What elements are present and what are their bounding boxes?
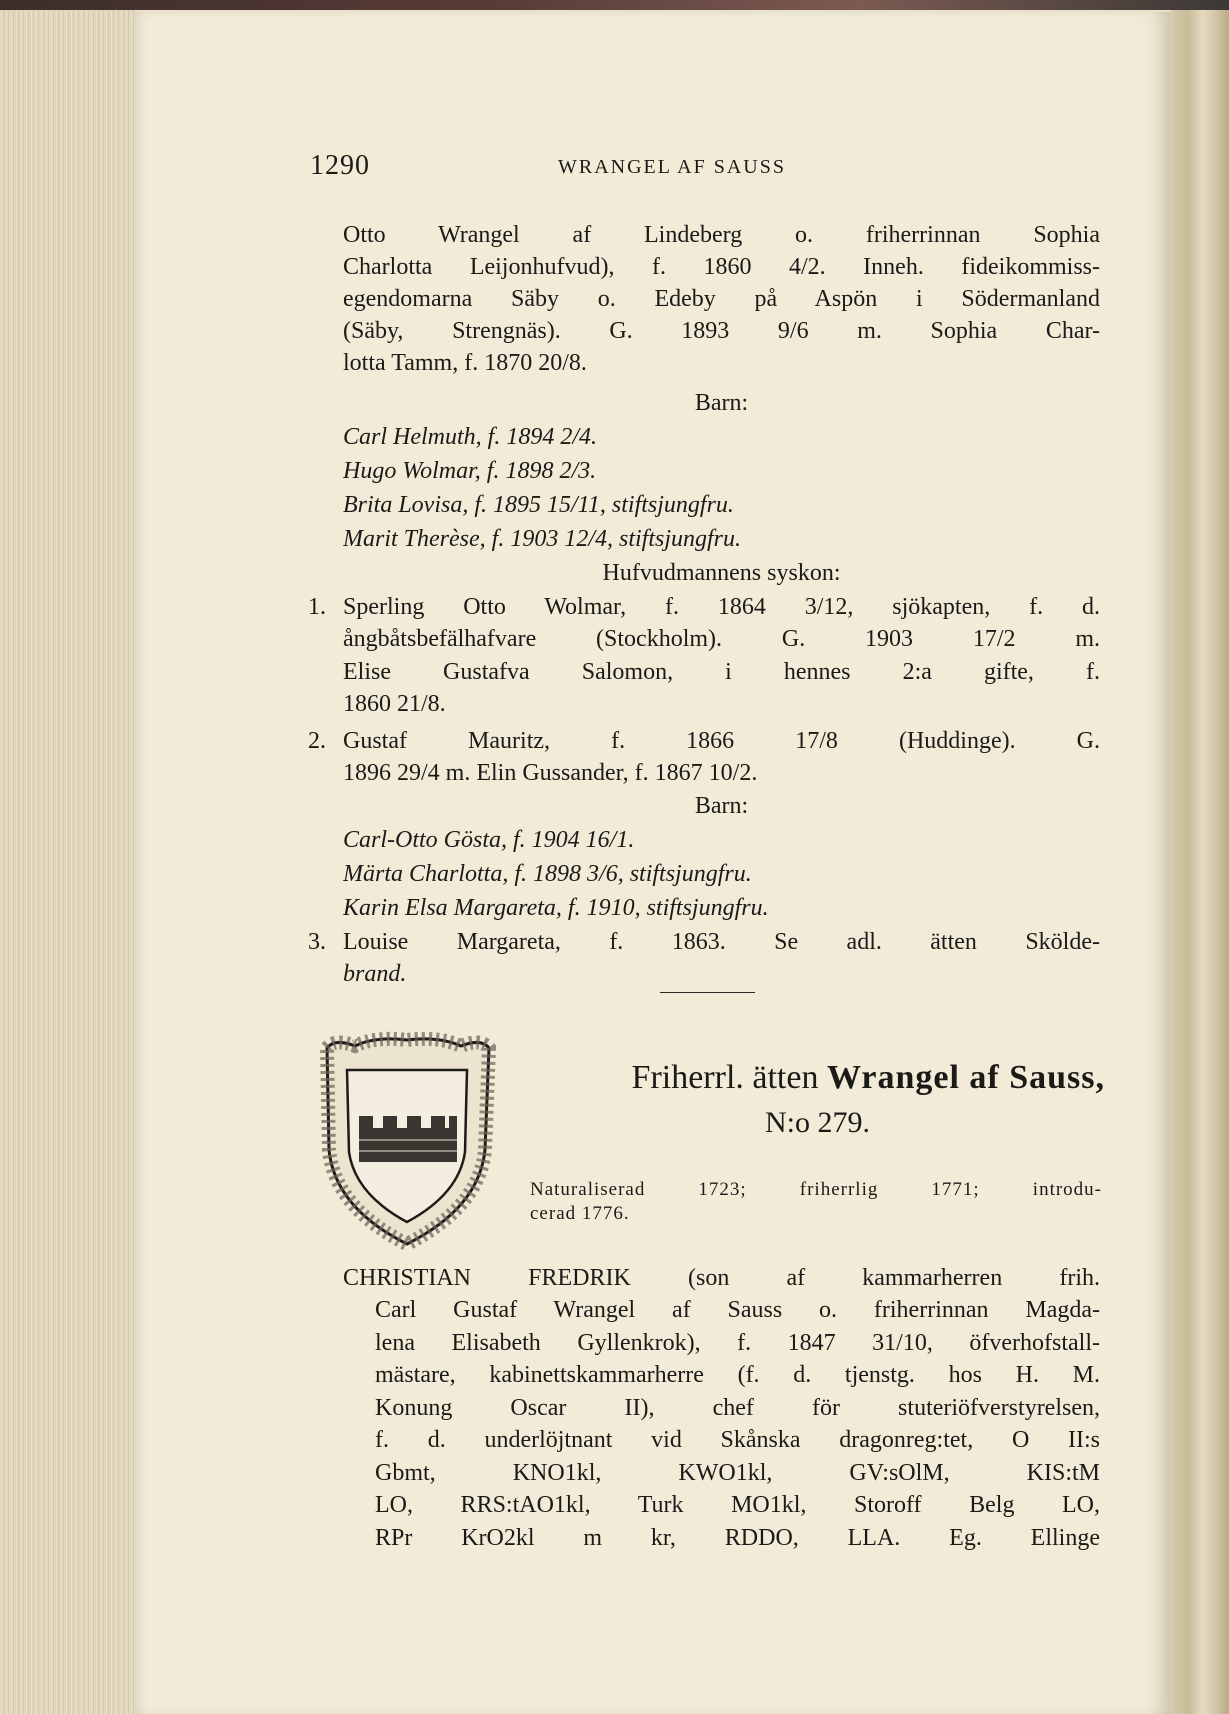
text-line: mästare, kabinettskammarherre (f. d. tjenstg. hos H. M. <box>375 1362 1100 1388</box>
text-line: LO, RRS:tAO1kl, Turk MO1kl, Storoff Belg LO, <box>375 1492 1100 1518</box>
list-number: 1. <box>308 594 326 620</box>
text-line: RPr KrO2kl m kr, RDDO, LLA. Eg. Ellinge <box>375 1525 1100 1551</box>
sibling-line: Elise Gustafva Salomon, i hennes 2:a gifte, f. <box>343 659 1100 685</box>
coat-of-arms-icon <box>315 1030 500 1252</box>
section-divider <box>660 992 755 993</box>
naturalisation-note: cerad 1776. <box>530 1203 630 1224</box>
text-line: Carl Gustaf Wrangel af Sauss o. friherrinnan Magda- <box>375 1297 1100 1323</box>
child-entry: Hugo Wolmar, f. 1898 2/3. <box>343 458 597 484</box>
page-header <box>310 150 1080 186</box>
family-number: N:o 279. <box>765 1106 870 1139</box>
child-entry: Carl-Otto Gösta, f. 1904 16/1. <box>343 827 635 853</box>
sibling-line: Louise Margareta, f. 1863. Se adl. ätten Skölde- <box>343 929 1100 955</box>
sibling-line: Gustaf Mauritz, f. 1866 17/8 (Huddinge). G. <box>343 728 1100 754</box>
text-line: Gbmt, KNO1kl, KWO1kl, GV:sOlM, KIS:tM <box>375 1460 1100 1486</box>
child-entry: Brita Lovisa, f. 1895 15/11, stiftsjungfru. <box>343 492 734 518</box>
family-title <box>530 1055 1105 1101</box>
sibling-line: 1860 21/8. <box>343 691 446 717</box>
list-number: 2. <box>308 728 326 754</box>
child-entry: Märta Charlotta, f. 1898 3/6, stiftsjungfru. <box>343 861 752 887</box>
text-line: Otto Wrangel af Lindeberg o. friherrinnan Sophia <box>343 222 1100 248</box>
family-title-name: Wrangel af Sauss, <box>826 1059 1105 1096</box>
sibling-line: ångbåtsbefälhafvare (Stockholm). G. 1903 17/2 m. <box>343 626 1100 652</box>
section-heading: Hufvudmannens syskon: <box>602 560 841 586</box>
section-heading: Barn: <box>694 390 749 416</box>
page-edges <box>0 10 135 1714</box>
text-line: (Säby, Strengnäs). G. 1893 9/6 m. Sophia Char- <box>343 318 1100 344</box>
text-line: egendomarna Säby o. Edeby på Aspön i Södermanland <box>343 286 1100 312</box>
naturalisation-note: Naturaliserad 1723; friherrlig 1771; introdu- <box>530 1179 1102 1200</box>
child-entry: Carl Helmuth, f. 1894 2/4. <box>343 424 598 450</box>
sibling-line: brand. <box>343 961 407 987</box>
child-entry: Karin Elsa Margareta, f. 1910, stiftsjungfru. <box>343 895 769 921</box>
text-line: CHRISTIAN FREDRIK (son af kammarherren frih. <box>343 1265 1100 1291</box>
sibling-line: Sperling Otto Wolmar, f. 1864 3/12, sjökapten, f. d. <box>343 594 1100 620</box>
running-head: WRANGEL AF SAUSS <box>558 156 786 178</box>
text-line: lena Elisabeth Gyllenkrok), f. 1847 31/10, öfverhofstall- <box>375 1330 1100 1356</box>
list-number: 3. <box>308 929 326 955</box>
child-entry: Marit Therèse, f. 1903 12/4, stiftsjungfru. <box>343 526 742 552</box>
text-line: f. d. underlöjtnant vid Skånska dragonreg:tet, O II:s <box>375 1427 1100 1453</box>
book-gutter <box>1170 10 1229 1714</box>
text-line: Konung Oscar II), chef för stuteriöfverstyrelsen, <box>375 1395 1100 1421</box>
page-number: 1290 <box>310 150 370 181</box>
sibling-line: 1896 29/4 m. Elin Gussander, f. 1867 10/2. <box>343 760 758 786</box>
family-title-prefix: Friherrl. ätten <box>631 1059 819 1096</box>
text-line: lotta Tamm, f. 1870 20/8. <box>343 350 587 376</box>
text-line: Charlotta Leijonhufvud), f. 1860 4/2. Inneh. fideikommiss- <box>343 254 1100 280</box>
section-heading: Barn: <box>694 793 749 819</box>
